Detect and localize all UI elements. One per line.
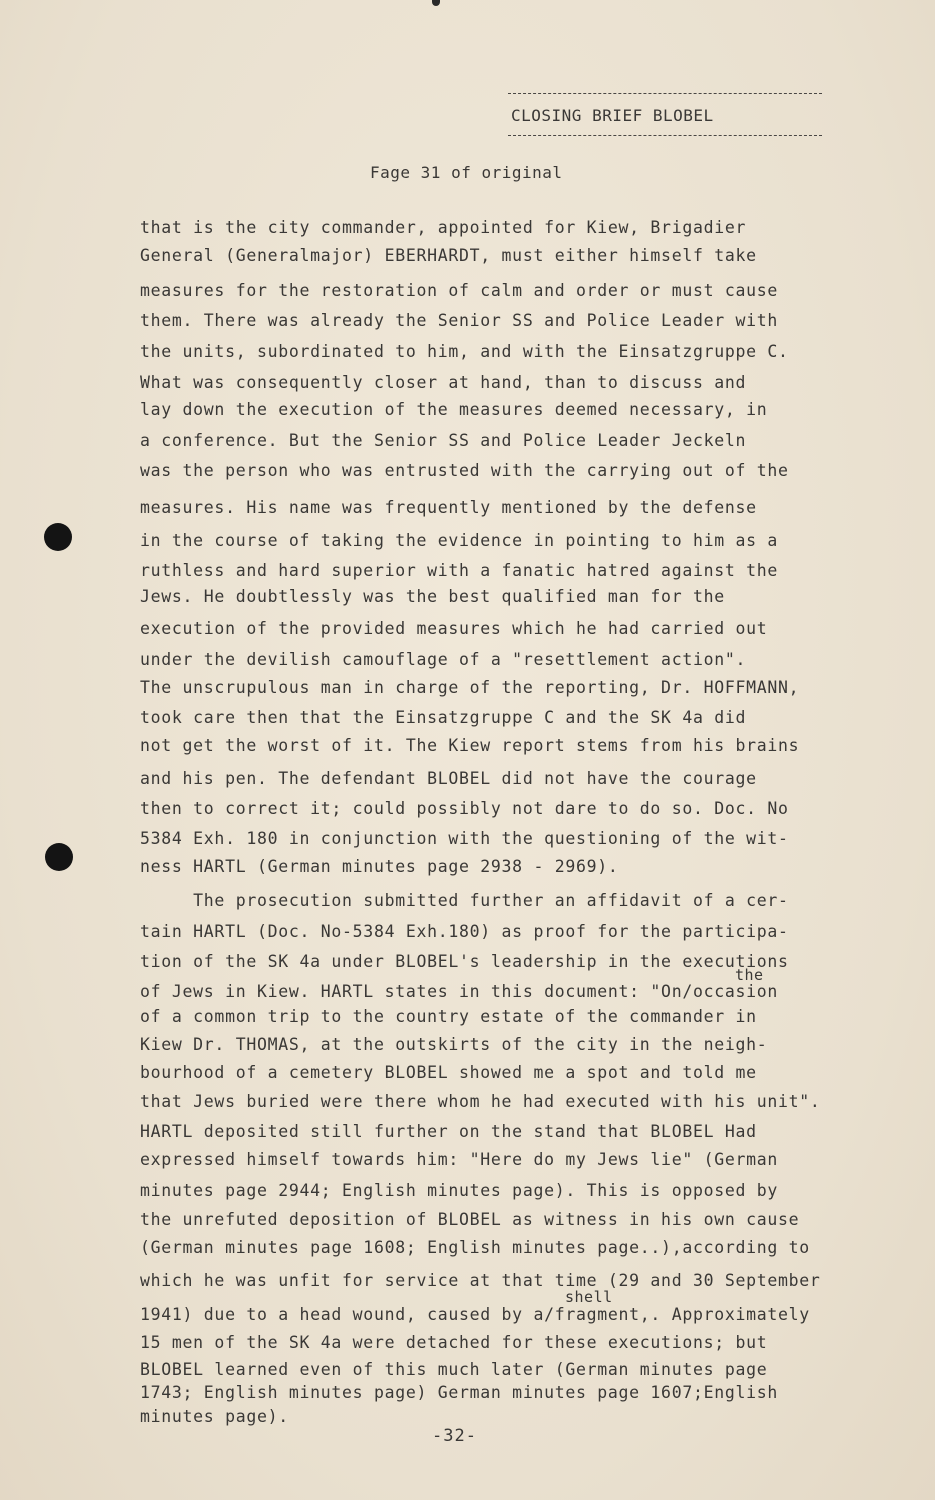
body-line: lay down the execution of the measures deemed necessary, in [140, 400, 768, 419]
interlinear-insert-the: the [735, 966, 764, 984]
body-line: minutes page). [140, 1407, 289, 1426]
body-line: measures. His name was frequently mentioned by the defense [140, 498, 757, 517]
body-line: in the course of taking the evidence in pointing to him as a [140, 531, 779, 550]
body-line: Jews. He doubtlessly was the best qualified man for the [140, 587, 725, 606]
body-line: that is the city commander, appointed for Kiew, Brigadier [140, 218, 747, 237]
document-title: CLOSING BRIEF BLOBEL [511, 106, 714, 125]
body-line: took care then that the Einsatzgruppe C and the SK 4a did [140, 708, 747, 727]
body-line: and his pen. The defendant BLOBEL did not have the courage [140, 769, 757, 788]
page-number: -32- [432, 1426, 477, 1446]
header-rule-top [508, 93, 822, 94]
body-line: of a common trip to the country estate of the commander in [140, 1007, 757, 1026]
body-line: 1743; English minutes page) German minutes page 1607;English [140, 1383, 779, 1402]
body-line: BLOBEL learned even of this much later (German minutes page [140, 1360, 768, 1379]
body-line: (German minutes page 1608; English minutes page..),according to [140, 1238, 810, 1257]
body-line: them. There was already the Senior SS and Police Leader with [140, 311, 779, 330]
body-line: The unscrupulous man in charge of the reporting, Dr. HOFFMANN, [140, 678, 800, 697]
interlinear-insert-shell: shell [565, 1288, 613, 1306]
punch-hole-bottom [45, 843, 73, 871]
body-line: bourhood of a cemetery BLOBEL showed me a spot and told me [140, 1063, 757, 1082]
body-line: minutes page 2944; English minutes page). This is opposed by [140, 1181, 779, 1200]
body-line: 5384 Exh. 180 in conjunction with the questioning of the wit- [140, 829, 789, 848]
body-line: tain HARTL (Doc. No-5384 Exh.180) as proof for the participa- [140, 922, 789, 941]
body-line: a conference. But the Senior SS and Police Leader Jeckeln [140, 431, 747, 450]
body-line: was the person who was entrusted with the carrying out of the [140, 461, 789, 480]
body-line: The prosecution submitted further an affidavit of a cer- [140, 891, 789, 910]
staple-mark [432, 0, 440, 6]
body-line: then to correct it; could possibly not dare to do so. Doc. No [140, 799, 789, 818]
body-line: tion of the SK 4a under BLOBEL's leadership in the executions [140, 952, 789, 971]
body-line: HARTL deposited still further on the stand that BLOBEL Had [140, 1122, 757, 1141]
body-line: not get the worst of it. The Kiew report stems from his brains [140, 736, 800, 755]
punch-hole-top [44, 523, 72, 551]
body-line: the units, subordinated to him, and with the Einsatzgruppe C. [140, 342, 789, 361]
body-line: measures for the restoration of calm and order or must cause [140, 281, 779, 300]
body-line: expressed himself towards him: "Here do my Jews lie" (German [140, 1150, 779, 1169]
body-line: of Jews in Kiew. HARTL states in this document: "On/occasion [140, 982, 779, 1001]
body-line: ruthless and hard superior with a fanatic hatred against the [140, 561, 779, 580]
body-line: execution of the provided measures which he had carried out [140, 619, 768, 638]
body-line: under the devilish camouflage of a "resettlement action". [140, 650, 747, 669]
body-line: that Jews buried were there whom he had executed with his unit". [140, 1092, 821, 1111]
body-line: General (Generalmajor) EBERHARDT, must either himself take [140, 246, 757, 265]
header-rule-bottom [508, 135, 822, 136]
original-page-reference: Fage 31 of original [370, 163, 563, 182]
body-line: ness HARTL (German minutes page 2938 - 2969). [140, 857, 619, 876]
body-line: the unrefuted deposition of BLOBEL as witness in his own cause [140, 1210, 800, 1229]
body-line: 1941) due to a head wound, caused by a/fragment,. Approximately [140, 1305, 810, 1324]
body-line: 15 men of the SK 4a were detached for these executions; but [140, 1333, 768, 1352]
body-line: Kiew Dr. THOMAS, at the outskirts of the city in the neigh- [140, 1035, 768, 1054]
body-line: What was consequently closer at hand, than to discuss and [140, 373, 747, 392]
body-line: which he was unfit for service at that time (29 and 30 September [140, 1271, 821, 1290]
